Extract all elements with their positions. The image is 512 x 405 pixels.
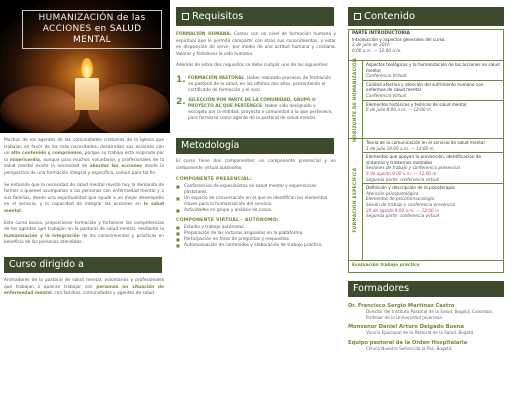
content-cell bbox=[363, 153, 503, 184]
formadores-title: Formadores bbox=[348, 281, 504, 297]
requisito-body-1: : Haber realizado procesos de formación en pastoral de la salud, en los últimos dos años, presentando el certificado de formación y el aval. bbox=[188, 75, 332, 94]
contents-group-formacion bbox=[349, 139, 503, 261]
intro2-highlight: la salud mental bbox=[4, 202, 165, 214]
requisitos-text bbox=[172, 26, 342, 58]
evaluation-row: Evaluación trabajo práctico bbox=[352, 263, 420, 268]
requisito-number-2: 2. bbox=[176, 96, 186, 107]
right-hand-shape bbox=[88, 84, 170, 133]
requisito-body-2: : Haber sido designado o escogido por la entidad, proyecto o comunidad a la que pertenece, para formarse como agente de la pastoral de salud mental. bbox=[188, 103, 333, 122]
intro3-text-a: Este curso busca, proporcionar formación y fortalecer las competencias de los agentes que trabajan en la pastoral de salud mental, mediante la bbox=[4, 220, 164, 233]
content-cell bbox=[363, 101, 503, 114]
intro-text-g: desde la perspectiva de una formación integral y específica, común para tal fin. bbox=[4, 164, 165, 176]
cell-title: Aspectos teológicos y la humanización de las acciones en salud mental bbox=[366, 62, 500, 73]
content-cell bbox=[363, 61, 503, 81]
curso-text-c: , con familias, comunidades y agentes de salud. bbox=[51, 291, 156, 297]
cell-detail: Segunda parte: conferencia virtual bbox=[366, 176, 439, 182]
requisito-item-2 bbox=[176, 98, 336, 123]
cell-detail: Atención psicopatológica bbox=[366, 190, 419, 196]
formador-desc: Director del Instituto Pastoral de la Salud, Bogotá, Colombia. Profesor de la Universidad Javeriana. bbox=[366, 309, 494, 320]
presencial-item: ■ Actividades en grupo y análisis de casos. bbox=[176, 208, 336, 214]
cell-title: Calidad afectiva y atención del sufrimiento humano con enfermos de salud mental bbox=[366, 81, 484, 93]
formador-desc: Vicario Episcopal de la Pastoral de la Salud, Bogotá. bbox=[366, 330, 475, 336]
presencial-list bbox=[172, 184, 342, 214]
intro-paragraph-2 bbox=[0, 178, 170, 216]
cell-detail: 6 de julio 8:00 a.m. — 12:00 m bbox=[366, 107, 431, 113]
intro3-text-c: de los conocimientos y prácticas en beneficio de las personas atendidas. bbox=[4, 233, 164, 246]
hero-title bbox=[22, 10, 162, 49]
hero-title-accent1: de las bbox=[116, 13, 146, 23]
formador-desc: Clínica Nuestra Señora de la Paz, Bogotá. bbox=[366, 345, 453, 351]
metodologia-text: El curso tiene dos componentes: un componente presencial y un componente virtual autónomo. bbox=[176, 159, 336, 171]
formador-name: Equipo pastoral de la Orden Hospitalaria bbox=[348, 339, 468, 346]
requisitos-numbered-list bbox=[172, 70, 342, 122]
square-icon bbox=[354, 13, 361, 20]
intro-text-c: , porque su trabajo está inspirado por la bbox=[4, 151, 165, 163]
cell-date: 20 de agosto 9:00 a.m. — 12:00 m bbox=[366, 207, 440, 213]
virtual-heading: COMPONENTE VIRTUAL - AUTÓNOMO: bbox=[176, 217, 279, 223]
contents-intro-row bbox=[349, 30, 503, 61]
requisitos-title bbox=[176, 7, 334, 26]
intro-time: 9:00 a.m. — 12:00 a.m. bbox=[352, 47, 402, 53]
curso-dirigido-text bbox=[0, 273, 170, 298]
group-cells bbox=[363, 61, 503, 138]
virtual-item: ■ Autoevaluación de contenidos y elaboración de trabajo práctico. bbox=[176, 243, 336, 249]
cell-title: Teoría de la comunicación en el servicio de salud mental bbox=[366, 140, 485, 145]
intro-highlight-d: misericordia bbox=[9, 157, 40, 163]
intro-paragraph-3 bbox=[0, 216, 170, 247]
formador-name: Monseñor Daniel Arturo Delgado Buena bbox=[348, 324, 464, 331]
cell-title: Definición y descripción de la psicoterapia bbox=[366, 185, 455, 191]
curso-dirigido-title: Curso dirigido a bbox=[4, 257, 162, 273]
group-vertical-label bbox=[349, 57, 363, 142]
requisitos-note: Además de estos dos requisitos se debe cumplir uno de los siguientes: bbox=[176, 63, 329, 69]
content-cell bbox=[363, 139, 503, 153]
requisito-title-1: FORMACIÓN PASTORAL bbox=[188, 75, 245, 81]
contents-group-horizonte bbox=[349, 57, 503, 142]
group-label-horizonte: HORIZONTE DE HUMANIZACIÓN bbox=[352, 57, 358, 142]
cell-detail: Sesiones de trabajo y conferencia presencial bbox=[366, 165, 460, 171]
contenido-title bbox=[348, 7, 504, 26]
requisito-text-1 bbox=[188, 76, 336, 95]
hero-title-accent2: en SALUD MENTAL bbox=[73, 24, 142, 45]
cell-detail: Elementos de psicofarmacología bbox=[366, 196, 435, 202]
virtual-item: ■ Preparación de las lecturas asignadas en la plataforma. bbox=[176, 231, 336, 237]
intro-line: Introducción y aspectos generales del curso. bbox=[352, 36, 446, 42]
cell-date: 6 de agosto 9:00 a.m. — 12:00 m bbox=[366, 170, 437, 176]
formadores-list bbox=[344, 297, 512, 351]
intro-highlight-b: alto contenido y compromiso bbox=[11, 151, 82, 157]
requisito-number-1: 1. bbox=[176, 74, 186, 85]
right-column bbox=[344, 0, 512, 405]
cell-detail: 1 de julio 10:00 a.m. — 12:00 m bbox=[366, 145, 434, 151]
virtual-list bbox=[172, 225, 342, 249]
intro3-highlight: humanización y la integración bbox=[4, 233, 80, 239]
requisito-text-2 bbox=[188, 98, 336, 123]
cell-detail: Segunda parte: conferencia virtual bbox=[366, 213, 439, 219]
intro2-text-a: Se entiende que la necesidad de salud mental reviste hoy la demanda de formar a quienes acompañan a las personas con enfermedad mental y a sus familias, desde una espiritualidad que ayude a un mejor desempeño en el servicio, y la capacidad de integrar las acciones en bbox=[4, 182, 164, 208]
group-label-formacion: FORMACIÓN ESPECÍFICA bbox=[352, 167, 358, 232]
presencial-item: ■ Conferencias de especialistas en salud mental y experiencias pastorales. bbox=[176, 184, 336, 196]
cell-title: Elementos históricos y teóricos de salud mental bbox=[366, 101, 467, 107]
intro-heading: PARTE INTRODUCTORIA bbox=[352, 31, 410, 36]
metodologia-title: Metodología bbox=[176, 138, 334, 154]
requisitos-label: Requisitos bbox=[192, 11, 244, 22]
content-cell bbox=[363, 81, 503, 101]
hero-title-line2: ACCIONES bbox=[42, 24, 95, 34]
virtual-item: ■ Participación en foros de preguntas y respuestas. bbox=[176, 237, 336, 243]
presencial-heading: COMPONENTE PRESENCIAL: bbox=[176, 176, 252, 182]
intro-date: 2 de julio de 2016 bbox=[352, 42, 390, 48]
hero-candle-image bbox=[0, 0, 170, 133]
req-highlight: FORMACIÓN HUMANA: bbox=[176, 32, 232, 37]
cell-detail: Conferencia Virtual bbox=[366, 92, 407, 98]
formador-name: Dr. Francisco Sergio Martínez Castro bbox=[348, 303, 455, 309]
group-cells bbox=[363, 139, 503, 260]
group-vertical-label bbox=[349, 139, 363, 260]
middle-column bbox=[172, 0, 342, 405]
left-column bbox=[0, 0, 170, 405]
virtual-item: ■ Estudio y trabajo autónomo. bbox=[176, 225, 336, 231]
intro-paragraph bbox=[0, 133, 170, 178]
intro-text-e: , aunque para muchos voluntarios y profesionales de la salud mental existe la necesidad de bbox=[4, 157, 164, 170]
candle-shape bbox=[75, 78, 99, 110]
cell-title: Elementos que apoyan la prevención, identificación de síntomas y trastornos mentales bbox=[366, 154, 482, 165]
content-cell bbox=[363, 184, 503, 220]
intro-text-a: Muchos de los agentes de las comunidades cristianas de la Iglesia que trabajan en favor de los más necesitados, desarrollan sus acciones con un bbox=[4, 138, 164, 157]
cell-detail: Sesión de trabajo y conferencia presencial bbox=[366, 201, 456, 207]
intro-highlight-f: abordar las acciones bbox=[89, 164, 143, 170]
flame-shape bbox=[81, 58, 93, 78]
contenido-label: Contenido bbox=[364, 11, 416, 22]
req-body: Contar con un nivel de formación humana y espiritual que le permita compartir con otros sus conocimientos, y estar en disposición de servir, por medio de una actitud humana y cristiana. Valorar y fortalecer la vida humana. bbox=[176, 32, 336, 57]
square-icon bbox=[182, 13, 189, 20]
hero-title-line1: HUMANIZACIÓN bbox=[38, 13, 117, 23]
requisito-item-1 bbox=[176, 76, 336, 95]
intro2-text-c: . bbox=[20, 208, 23, 214]
left-hand-shape bbox=[0, 86, 80, 133]
curso-highlight: personas en situación de enfermedad mental bbox=[4, 284, 164, 297]
cell-detail: Conferencia Virtual bbox=[366, 73, 407, 79]
contents-table bbox=[348, 29, 504, 273]
requisito-title-2: SELECCIÓN POR PARTE DE LA COMUNIDAD, GRUPO O PROYECTO AL QUE PERTENECE bbox=[188, 97, 316, 109]
presencial-item: ■ Un espacio de conversación en el que se identifican los elementos claves para la humanización del servicio. bbox=[176, 196, 336, 208]
curso-text-a: Animadores de la pastoral de salud mental, voluntarios y profesionales que trabajan o quieran trabajar con bbox=[4, 277, 164, 290]
